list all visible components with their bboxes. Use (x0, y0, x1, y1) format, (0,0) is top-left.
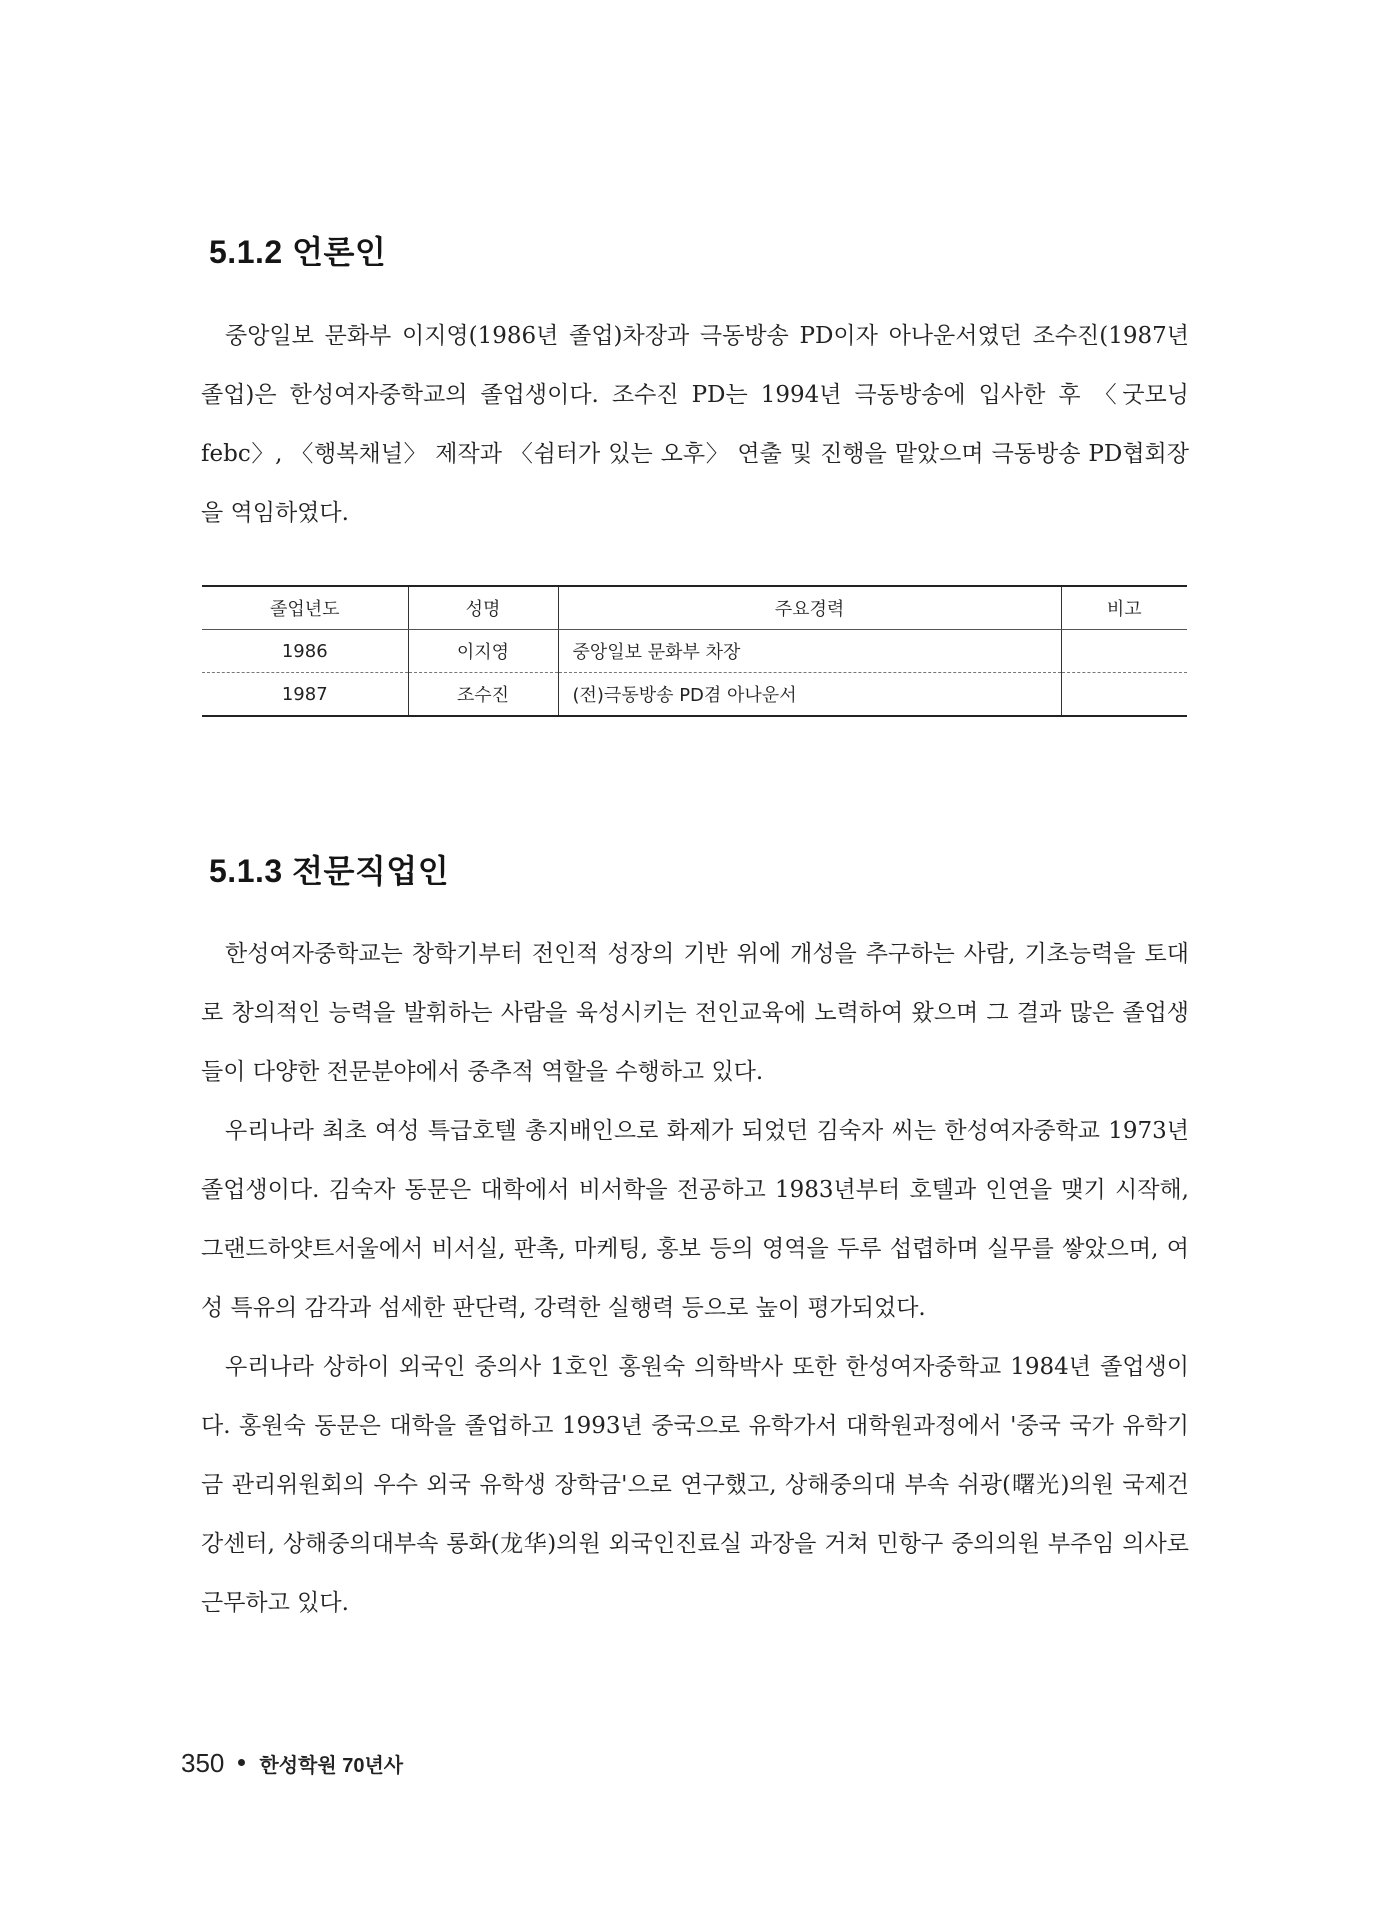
cell-career: 중앙일보 문화부 차장 (558, 630, 1061, 673)
table-header-row (202, 586, 1187, 630)
section-heading-journalists: 5.1.2 언론인 (209, 234, 387, 270)
paragraph: 우리나라 상하이 외국인 중의사 1호인 홍원숙 의학박사 또한 한성여자중학교 1984년 졸업생이다. 홍원숙 동문은 대학을 졸업하고 1993년 중국으로 유학가서 대학원과정에서 '중국 국가 유학기금 관리위원회의 우수 외국 유학생 장학금'으로 연구했고, 상해중의대 부속 쉬광(曙光)의원 국제건강센터, 상해중의대부속 롱화(龙华)의원 외국인진료실 과장을 거쳐 민항구 중의의원 부주임 의사로 근무하고 있다. (201, 1354, 1189, 1616)
paragraph: 우리나라 최초 여성 특급호텔 총지배인으로 화제가 되었던 김숙자 씨는 한성여자중학교 1973년 졸업생이다. 김숙자 동문은 대학에서 비서학을 전공하고 1983년부터 호텔과 인연을 맺기 시작해, 그랜드하얏트서울에서 비서실, 판촉, 마케팅, 홍보 등의 영역을 두루 섭렵하며 실무를 쌓았으며, 여성 특유의 감각과 섬세한 판단력, 강력한 실행력 등으로 높이 평가되었다. (201, 1118, 1189, 1321)
table-row (202, 630, 1187, 673)
bullet-icon (238, 1759, 245, 1766)
cell-year: 1986 (202, 630, 408, 673)
page-number: 350 (181, 1748, 225, 1778)
cell-note (1061, 673, 1187, 717)
column-header-note: 비고 (1061, 586, 1187, 630)
cell-year: 1987 (202, 673, 408, 717)
cell-name: 이지영 (408, 630, 558, 673)
column-header-career: 주요경력 (558, 586, 1061, 630)
column-header-name: 성명 (408, 586, 558, 630)
column-header-year: 졸업년도 (202, 586, 408, 630)
paragraph: 한성여자중학교는 창학기부터 전인적 성장의 기반 위에 개성을 추구하는 사람, 기초능력을 토대로 창의적인 능력을 발휘하는 사람을 육성시키는 전인교육에 노력하여 왔으며 그 결과 많은 졸업생들이 다양한 전문분야에서 중추적 역할을 수행하고 있다. (201, 941, 1189, 1085)
cell-name: 조수진 (408, 673, 558, 717)
cell-career: (전)극동방송 PD겸 아나운서 (558, 673, 1061, 717)
book-title: 한성학원 70년사 (259, 1755, 404, 1777)
alumni-career-table (202, 585, 1187, 717)
journalists-body (201, 307, 1189, 543)
page-footer (181, 1748, 403, 1779)
cell-note (1061, 630, 1187, 673)
section-heading-professionals: 5.1.3 전문직업인 (209, 853, 450, 889)
paragraph: 중앙일보 문화부 이지영(1986년 졸업)차장과 극동방송 PD이자 아나운서였던 조수진(1987년 졸업)은 한성여자중학교의 졸업생이다. 조수진 PD는 1994년 극동방송에 입사한 후 〈굿모닝 febc〉, 〈행복채널〉 제작과 〈쉼터가 있는 오후〉 연출 및 진행을 맡았으며 극동방송 PD협회장을 역임하였다. (201, 323, 1189, 526)
table-row (202, 673, 1187, 717)
professionals-body (201, 925, 1189, 1633)
